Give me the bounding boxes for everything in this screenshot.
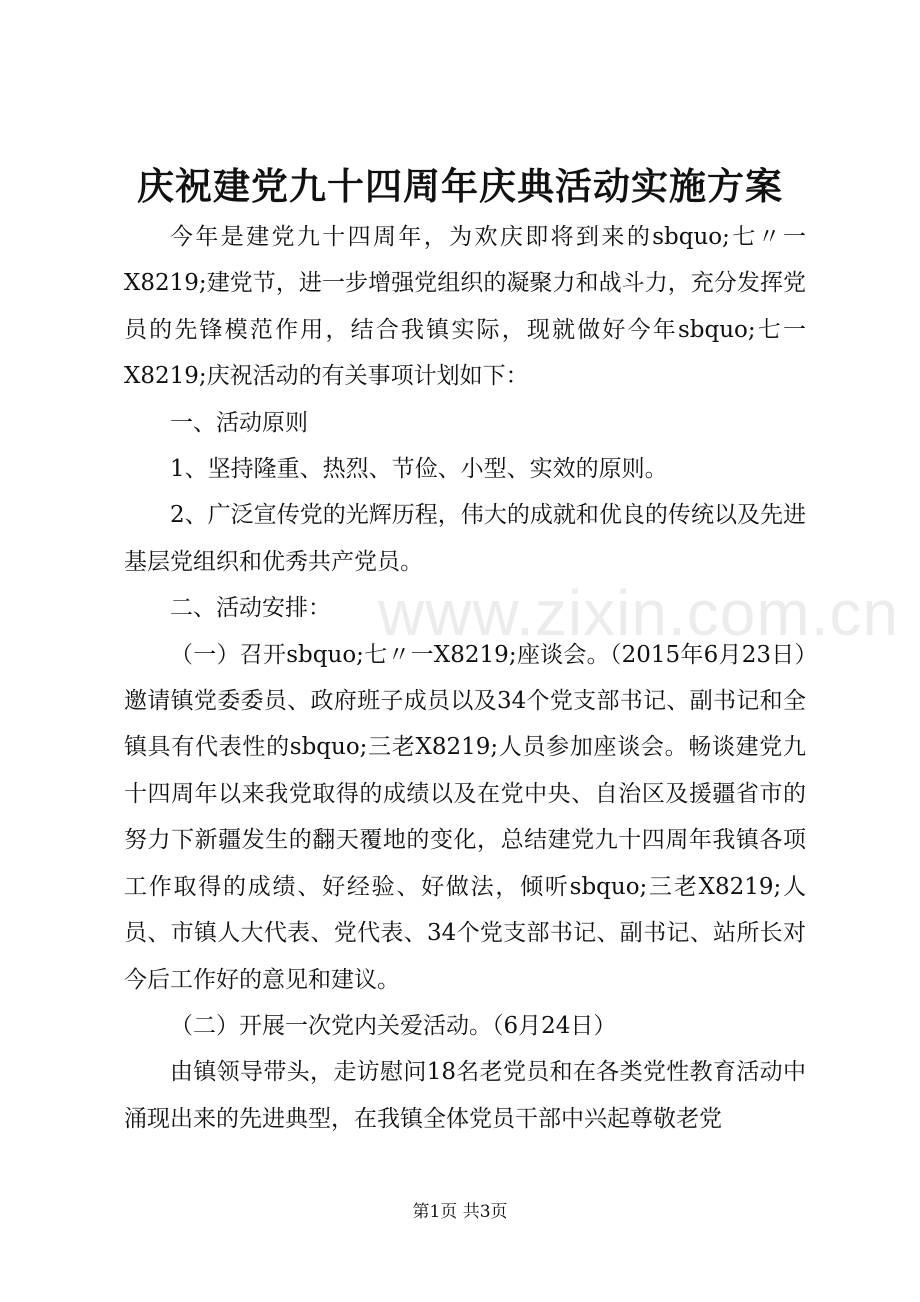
paragraph-intro: 今年是建党九十四周年，为欢庆即将到来的sbquo;七〃一X8219;建党节，进一步增强党组织的凝聚力和战斗力，充分发挥党员的先锋模范作用，结合我镇实际，现就做好今年sbquo;七一X8219;庆祝活动的有关事项计划如下：	[124, 224, 806, 390]
paragraph-principle-1: 1、坚持隆重、热烈、节俭、小型、实效的原则。	[170, 456, 668, 483]
page-footer: 第1页 共3页	[412, 1202, 508, 1222]
heading-arrangement-2: （二）开展一次党内关爱活动。（6月24日）	[170, 1012, 617, 1039]
paragraph-arrangement-2: 由镇领导带头，走访慰问18名老党员和在各类党性教育活动中涌现出来的先进典型，在我镇全体党员干部中兴起尊敬老党	[124, 1059, 806, 1132]
heading-principles: 一、活动原则	[170, 409, 308, 436]
paragraph-arrangement-1: （一）召开sbquo;七〃一X8219;座谈会。（2015年6月23日）邀请镇党委委员、政府班子成员以及34个党支部书记、副书记和全镇具有代表性的sbquo;三老X8219;人员参加座谈会。畅谈建党九十四周年以来我党取得的成绩以及在党中央、自治区及援疆省市的努力下新疆发生的翻天覆地的变化，总结建党九十四周年我镇各项工作取得的成绩、好经验、好做法，倾听sbquo;三老X8219;人员、市镇人大代表、党代表、34个党支部书记、副书记、站所长对今后工作好的意见和建议。	[124, 641, 806, 993]
paragraph-principle-2: 2、广泛宣传党的光辉历程，伟大的成就和优良的传统以及先进基层党组织和优秀共产党员。	[124, 502, 806, 575]
heading-arrangements: 二、活动安排：	[170, 595, 331, 622]
document-body	[124, 214, 806, 1142]
document-title: 庆祝建党九十四周年庆典活动实施方案	[137, 164, 783, 208]
watermark: www.zixin.com.cn	[378, 577, 899, 649]
